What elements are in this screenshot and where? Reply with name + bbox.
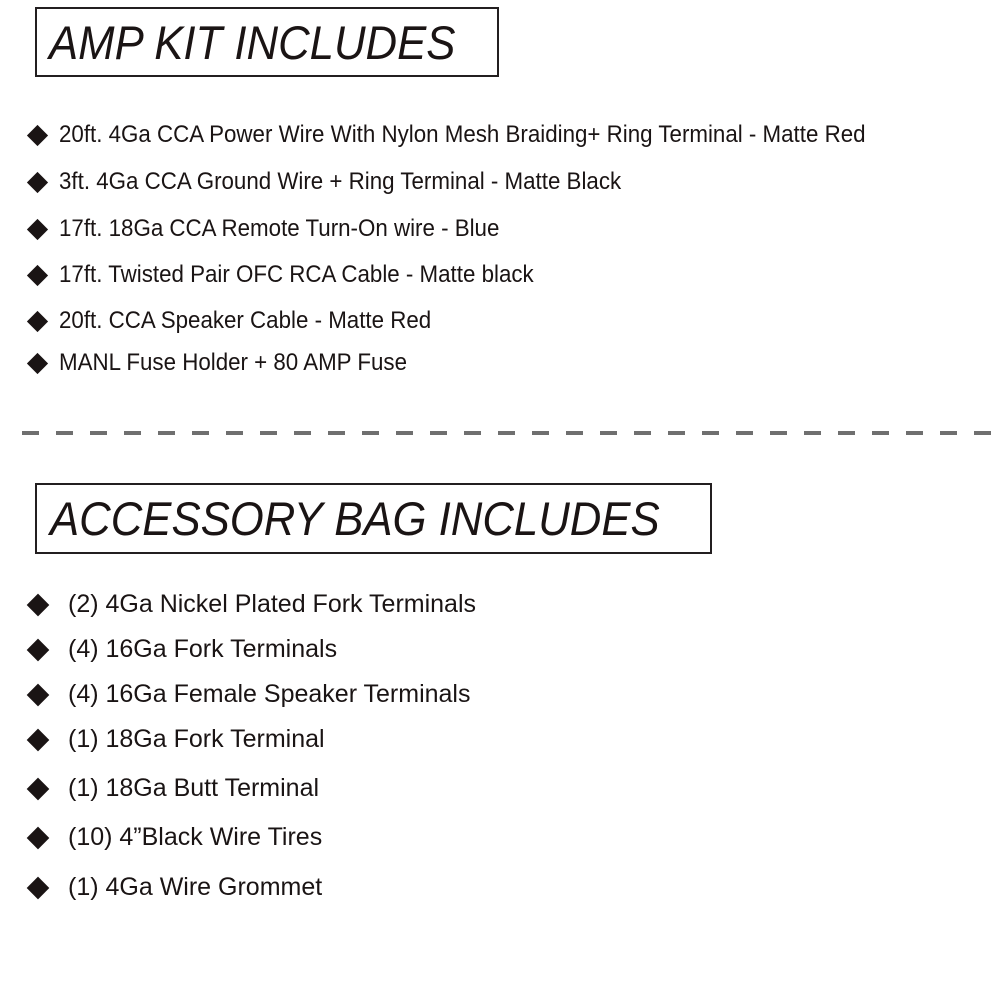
- diamond-bullet-icon: [27, 310, 48, 331]
- list-item: 17ft. Twisted Pair OFC RCA Cable - Matte black: [30, 261, 569, 289]
- list-item: 3ft. 4Ga CCA Ground Wire + Ring Terminal - Matte Black: [30, 168, 663, 196]
- list-item: 20ft. 4Ga CCA Power Wire With Nylon Mesh Braiding+ Ring Terminal - Matte Red: [30, 121, 926, 149]
- diamond-bullet-icon: [27, 593, 50, 616]
- list-item: 20ft. CCA Speaker Cable - Matte Red: [30, 307, 459, 335]
- list-item: (10) 4”Black Wire Tires: [30, 823, 322, 852]
- accessory-bag-title-box: [35, 483, 712, 554]
- diamond-bullet-icon: [27, 683, 50, 706]
- diamond-bullet-icon: [27, 638, 50, 661]
- list-item: (1) 18Ga Fork Terminal: [30, 725, 325, 754]
- diamond-bullet-icon: [27, 728, 50, 751]
- list-item: (4) 16Ga Female Speaker Terminals: [30, 680, 471, 709]
- list-item: 17ft. 18Ga CCA Remote Turn-On wire - Blue: [30, 215, 533, 243]
- diamond-bullet-icon: [27, 218, 48, 239]
- diamond-bullet-icon: [27, 826, 50, 849]
- diamond-bullet-icon: [27, 171, 48, 192]
- diamond-bullet-icon: [27, 777, 50, 800]
- accessory-bag-title: ACCESSORY BAG INCLUDES: [50, 492, 660, 545]
- diamond-bullet-icon: [27, 876, 50, 899]
- list-item: (4) 16Ga Fork Terminals: [30, 635, 337, 664]
- amp-kit-title: AMP KIT INCLUDES: [49, 15, 456, 69]
- list-item: (1) 18Ga Butt Terminal: [30, 774, 319, 803]
- amp-kit-title-box: [35, 7, 499, 77]
- list-item: (2) 4Ga Nickel Plated Fork Terminals: [30, 590, 476, 619]
- list-item: (1) 4Ga Wire Grommet: [30, 873, 322, 902]
- diamond-bullet-icon: [27, 352, 48, 373]
- diamond-bullet-icon: [27, 264, 48, 285]
- dashed-divider: [22, 431, 992, 435]
- list-item: MANL Fuse Holder + 80 AMP Fuse: [30, 349, 433, 377]
- diamond-bullet-icon: [27, 124, 48, 145]
